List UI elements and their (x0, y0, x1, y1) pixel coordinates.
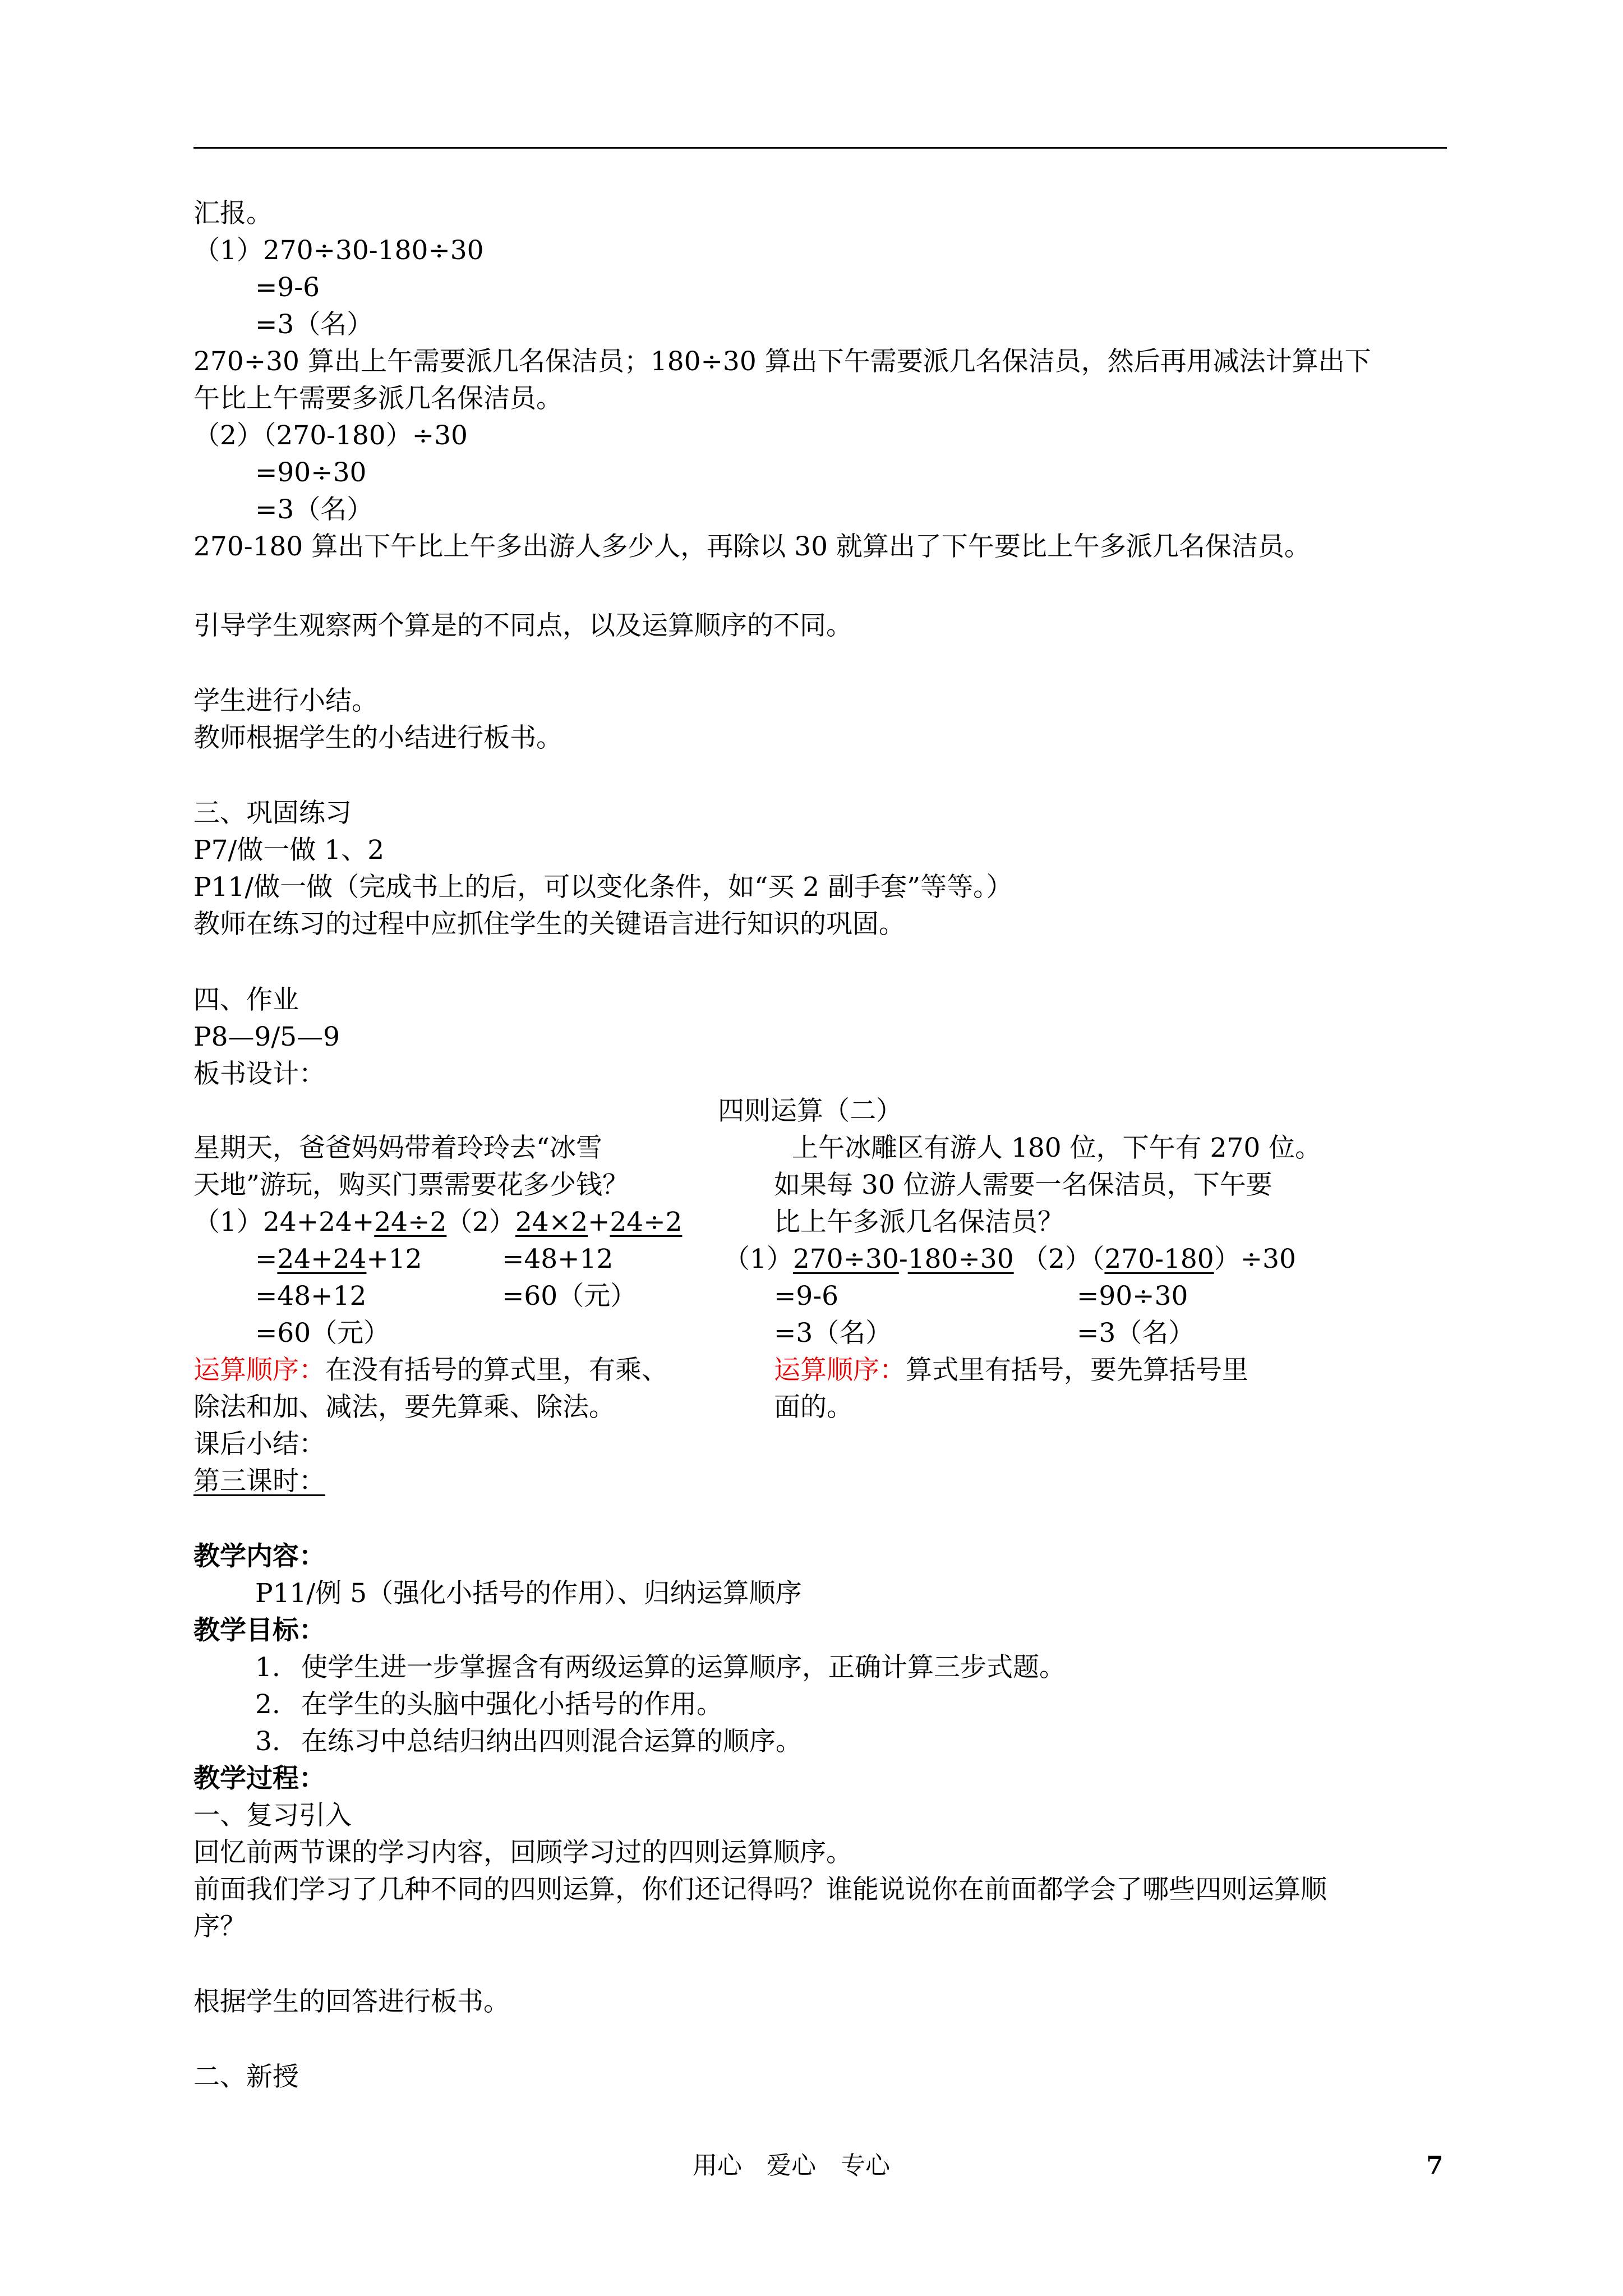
equation-line: =90÷30 (255, 457, 367, 488)
text-line: 汇报。 (193, 198, 273, 229)
text-line: 270÷30 算出上午需要派几名保洁员；180÷30 算出下午需要派几名保洁员，然后再用减法计算出下 (193, 346, 1371, 377)
text-line: 根据学生的回答进行板书。 (193, 1986, 510, 2017)
rule-text: 在没有括号的算式里，有乘、 (325, 1355, 668, 1386)
underlined-step: 24+24 (277, 1244, 367, 1274)
process-heading: 教学过程： (193, 1763, 325, 1794)
equation-label: （2） (446, 1207, 515, 1237)
header-rule (193, 147, 1447, 149)
list-number: 3. (255, 1726, 280, 1757)
rule-line: 除法和加、减法，要先算乘、除法。 (193, 1392, 615, 1423)
rule-text: 算式里有括号，要先算括号里 (906, 1355, 1248, 1386)
section-heading: 三、巩固练习 (193, 798, 352, 829)
content-heading: 教学内容： (193, 1541, 325, 1572)
text-line: 课后小结： (193, 1429, 325, 1460)
text-line: 前面我们学习了几种不同的四则运算，你们还记得吗？谁能说说你在前面都学会了哪些四则运算顺 (193, 1874, 1327, 1905)
rule-label: 运算顺序： (193, 1355, 325, 1386)
equation-label: （1） (193, 1207, 263, 1237)
rule-line (193, 1353, 668, 1388)
underlined-step: 24÷2 (610, 1207, 683, 1237)
text-line: 教师在练习的过程中应抓住学生的关键语言进行知识的巩固。 (193, 909, 905, 940)
text-line: 午比上午需要多派几名保洁员。 (193, 383, 562, 414)
equation-line: =3（名） (1077, 1318, 1195, 1349)
problem-text: 比上午多派几名保洁员？ (774, 1207, 1064, 1237)
equation-part: +12 (366, 1244, 422, 1274)
list-number: 1. (255, 1652, 280, 1683)
footer-motto: 用心 爱心 专心 (693, 2151, 890, 2180)
section-heading: 四、作业 (193, 984, 299, 1015)
list-item (255, 1724, 802, 1759)
equation-line: =9-6 (255, 272, 320, 303)
section-heading: 二、新授 (193, 2062, 299, 2092)
text-line: 回忆前两节课的学习内容，回顾学习过的四则运算顺序。 (193, 1837, 852, 1868)
goals-heading: 教学目标： (193, 1615, 325, 1646)
problem-text: 上午冰雕区有游人 180 位，下午有 270 位。 (792, 1133, 1322, 1163)
board-title: 四则运算（二） (718, 1096, 902, 1126)
text-line: P11/做一做（完成书上的后，可以变化条件，如“买 2 副手套”等等。） (193, 872, 1013, 903)
text-line: P11/例 5（强化小括号的作用）、归纳运算顺序 (255, 1578, 802, 1609)
text-line: 引导学生观察两个算是的不同点，以及运算顺序的不同。 (193, 610, 852, 641)
underlined-step: 180÷30 (907, 1244, 1014, 1274)
equation-line: =3（名） (255, 309, 374, 340)
lesson-heading: 第三课时： (193, 1466, 325, 1497)
equation-line: =90÷30 (1077, 1281, 1188, 1312)
rule-line: 面的。 (774, 1392, 853, 1423)
list-text: 在学生的头脑中强化小括号的作用。 (301, 1689, 723, 1720)
equation-part: - (898, 1244, 908, 1274)
list-item (255, 1687, 723, 1722)
equation-line (446, 1205, 682, 1240)
text-line: 学生进行小结。 (193, 685, 378, 716)
equation-part: + (588, 1207, 610, 1237)
problem-text: 天地”游玩，购买门票需要花多少钱？ (193, 1170, 629, 1200)
rule-label: 运算顺序： (774, 1355, 906, 1386)
equation-line (1022, 1242, 1296, 1277)
equation-line: =60（元） (255, 1318, 390, 1349)
equation-line: =48+12 (255, 1281, 367, 1312)
text-line: P8—9/5—9 (193, 1022, 340, 1052)
underlined-step: 270-180 (1104, 1244, 1214, 1274)
list-text: 在练习中总结归纳出四则混合运算的顺序。 (301, 1726, 802, 1757)
equation-line (193, 1205, 446, 1240)
text-line: P7/做一做 1、2 (193, 835, 385, 866)
equation-line: =48+12 (502, 1244, 614, 1274)
rule-line (774, 1353, 1248, 1388)
underlined-step: 24÷2 (374, 1207, 447, 1237)
equation-line: =9-6 (774, 1281, 839, 1312)
text-line: 教师根据学生的小结进行板书。 (193, 723, 562, 753)
text-line: 板书设计： (193, 1059, 325, 1089)
equation-line: （2）（270-180）÷30 (193, 420, 468, 451)
equation-part: ）÷30 (1214, 1244, 1296, 1274)
underlined-step: 24×2 (515, 1207, 588, 1237)
equation-line: =60（元） (502, 1281, 637, 1312)
equation-part: 24+24+ (262, 1207, 375, 1237)
equation-line: =3（名） (774, 1318, 892, 1349)
problem-text: 星期天，爸爸妈妈带着玲玲去“冰雪 (193, 1133, 603, 1163)
page-number: 7 (1426, 2151, 1444, 2180)
equation-line (255, 1242, 422, 1277)
equation-line: （1）270÷30-180÷30 (193, 235, 484, 266)
list-text: 使学生进一步掌握含有两级运算的运算顺序，正确计算三步式题。 (301, 1652, 1066, 1683)
list-number: 2. (255, 1689, 280, 1720)
underlined-step: 270÷30 (792, 1244, 899, 1274)
equation-label: （2）（ (1022, 1244, 1105, 1274)
section-heading: 一、复习引入 (193, 1800, 352, 1831)
equation-label: （1） (723, 1244, 793, 1274)
list-item (255, 1650, 1066, 1685)
equation-line (723, 1242, 1014, 1277)
problem-text: 如果每 30 位游人需要一名保洁员，下午要 (774, 1170, 1272, 1200)
text-line: 270-180 算出下午比上午多出游人多少人，再除以 30 就算出了下午要比上午多派几名保洁员。 (193, 531, 1311, 562)
equation-line: =3（名） (255, 494, 374, 525)
equation-part: = (255, 1244, 278, 1274)
text-line: 序？ (193, 1911, 246, 1942)
